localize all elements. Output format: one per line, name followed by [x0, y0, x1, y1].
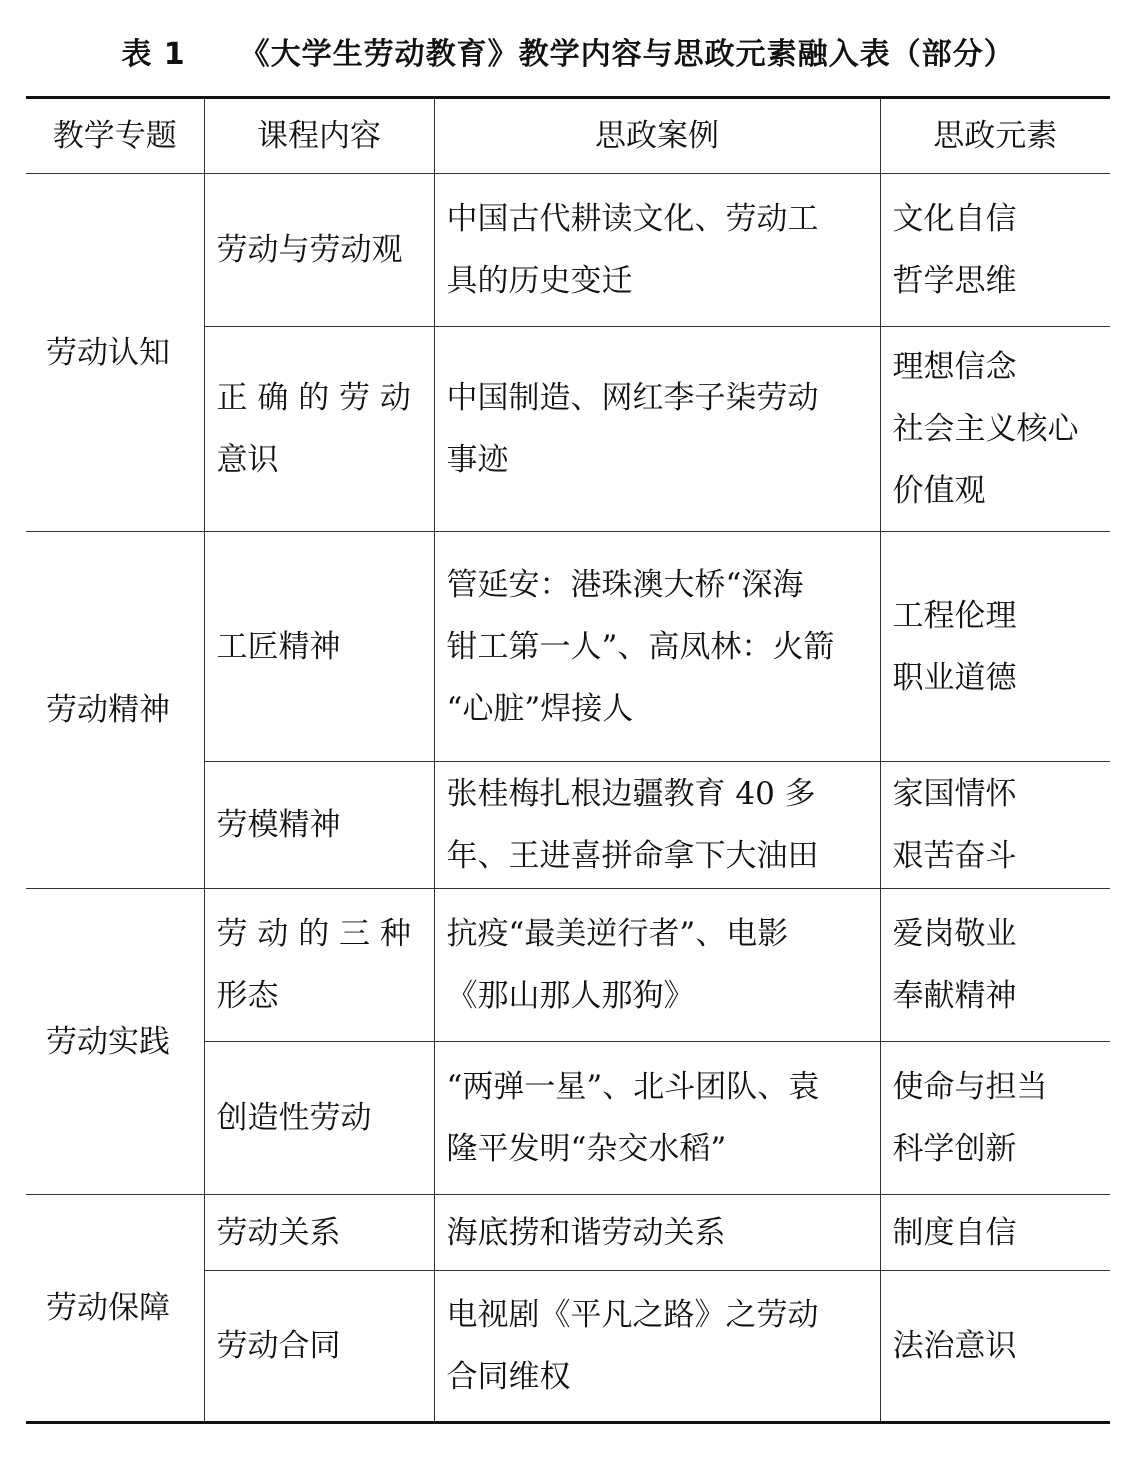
table-row	[26, 1195, 1110, 1271]
content-cell: 劳动合同	[204, 1271, 434, 1423]
elements-cell: 使命与担当 科学创新	[880, 1042, 1110, 1195]
header-case: 思政案例	[434, 98, 880, 174]
case-cell: 海底捞和谐劳动关系	[434, 1195, 880, 1271]
case-cell: “两弹一星”、北斗团队、袁 隆平发明“杂交水稻”	[434, 1042, 880, 1195]
content-cell: 劳模精神	[204, 762, 434, 889]
content-cell: 劳 动 的 三 种 形态	[204, 889, 434, 1042]
table-row	[26, 174, 1110, 327]
header-course-content: 课程内容	[204, 98, 434, 174]
elements-cell: 爱岗敬业 奉献精神	[880, 889, 1110, 1042]
elements-cell: 理想信念 社会主义核心 价值观	[880, 327, 1110, 532]
topic-cell: 劳动认知	[26, 174, 204, 532]
topic-cell: 劳动保障	[26, 1195, 204, 1423]
content-cell: 工匠精神	[204, 532, 434, 762]
table-caption	[0, 26, 1136, 76]
topic-cell: 劳动实践	[26, 889, 204, 1195]
teaching-content-table	[26, 96, 1110, 1424]
topic-cell: 劳动精神	[26, 532, 204, 889]
content-cell: 正 确 的 劳 动 意识	[204, 327, 434, 532]
case-cell: 抗疫“最美逆行者”、电影 《那山那人那狗》	[434, 889, 880, 1042]
table-row	[26, 889, 1110, 1042]
content-cell: 劳动关系	[204, 1195, 434, 1271]
header-row	[26, 98, 1110, 174]
table-row	[26, 532, 1110, 762]
case-cell: 电视剧《平凡之路》之劳动 合同维权	[434, 1271, 880, 1423]
elements-cell: 制度自信	[880, 1195, 1110, 1271]
table-title: 《大学生劳动教育》教学内容与思政元素融入表（部分）	[239, 37, 1015, 72]
elements-cell: 工程伦理 职业道德	[880, 532, 1110, 762]
header-topic: 教学专题	[26, 98, 204, 174]
case-cell: 中国制造、网红李子柒劳动 事迹	[434, 327, 880, 532]
content-cell: 创造性劳动	[204, 1042, 434, 1195]
elements-cell: 文化自信 哲学思维	[880, 174, 1110, 327]
case-cell: 张桂梅扎根边疆教育 40 多 年、王进喜拼命拿下大油田	[434, 762, 880, 889]
header-elements: 思政元素	[880, 98, 1110, 174]
elements-cell: 法治意识	[880, 1271, 1110, 1423]
case-cell: 管延安：港珠澳大桥“深海 钳工第一人”、高凤林：火箭 “心脏”焊接人	[434, 532, 880, 762]
content-cell: 劳动与劳动观	[204, 174, 434, 327]
case-cell: 中国古代耕读文化、劳动工 具的历史变迁	[434, 174, 880, 327]
table-number: 表 1	[121, 37, 186, 72]
elements-cell: 家国情怀 艰苦奋斗	[880, 762, 1110, 889]
